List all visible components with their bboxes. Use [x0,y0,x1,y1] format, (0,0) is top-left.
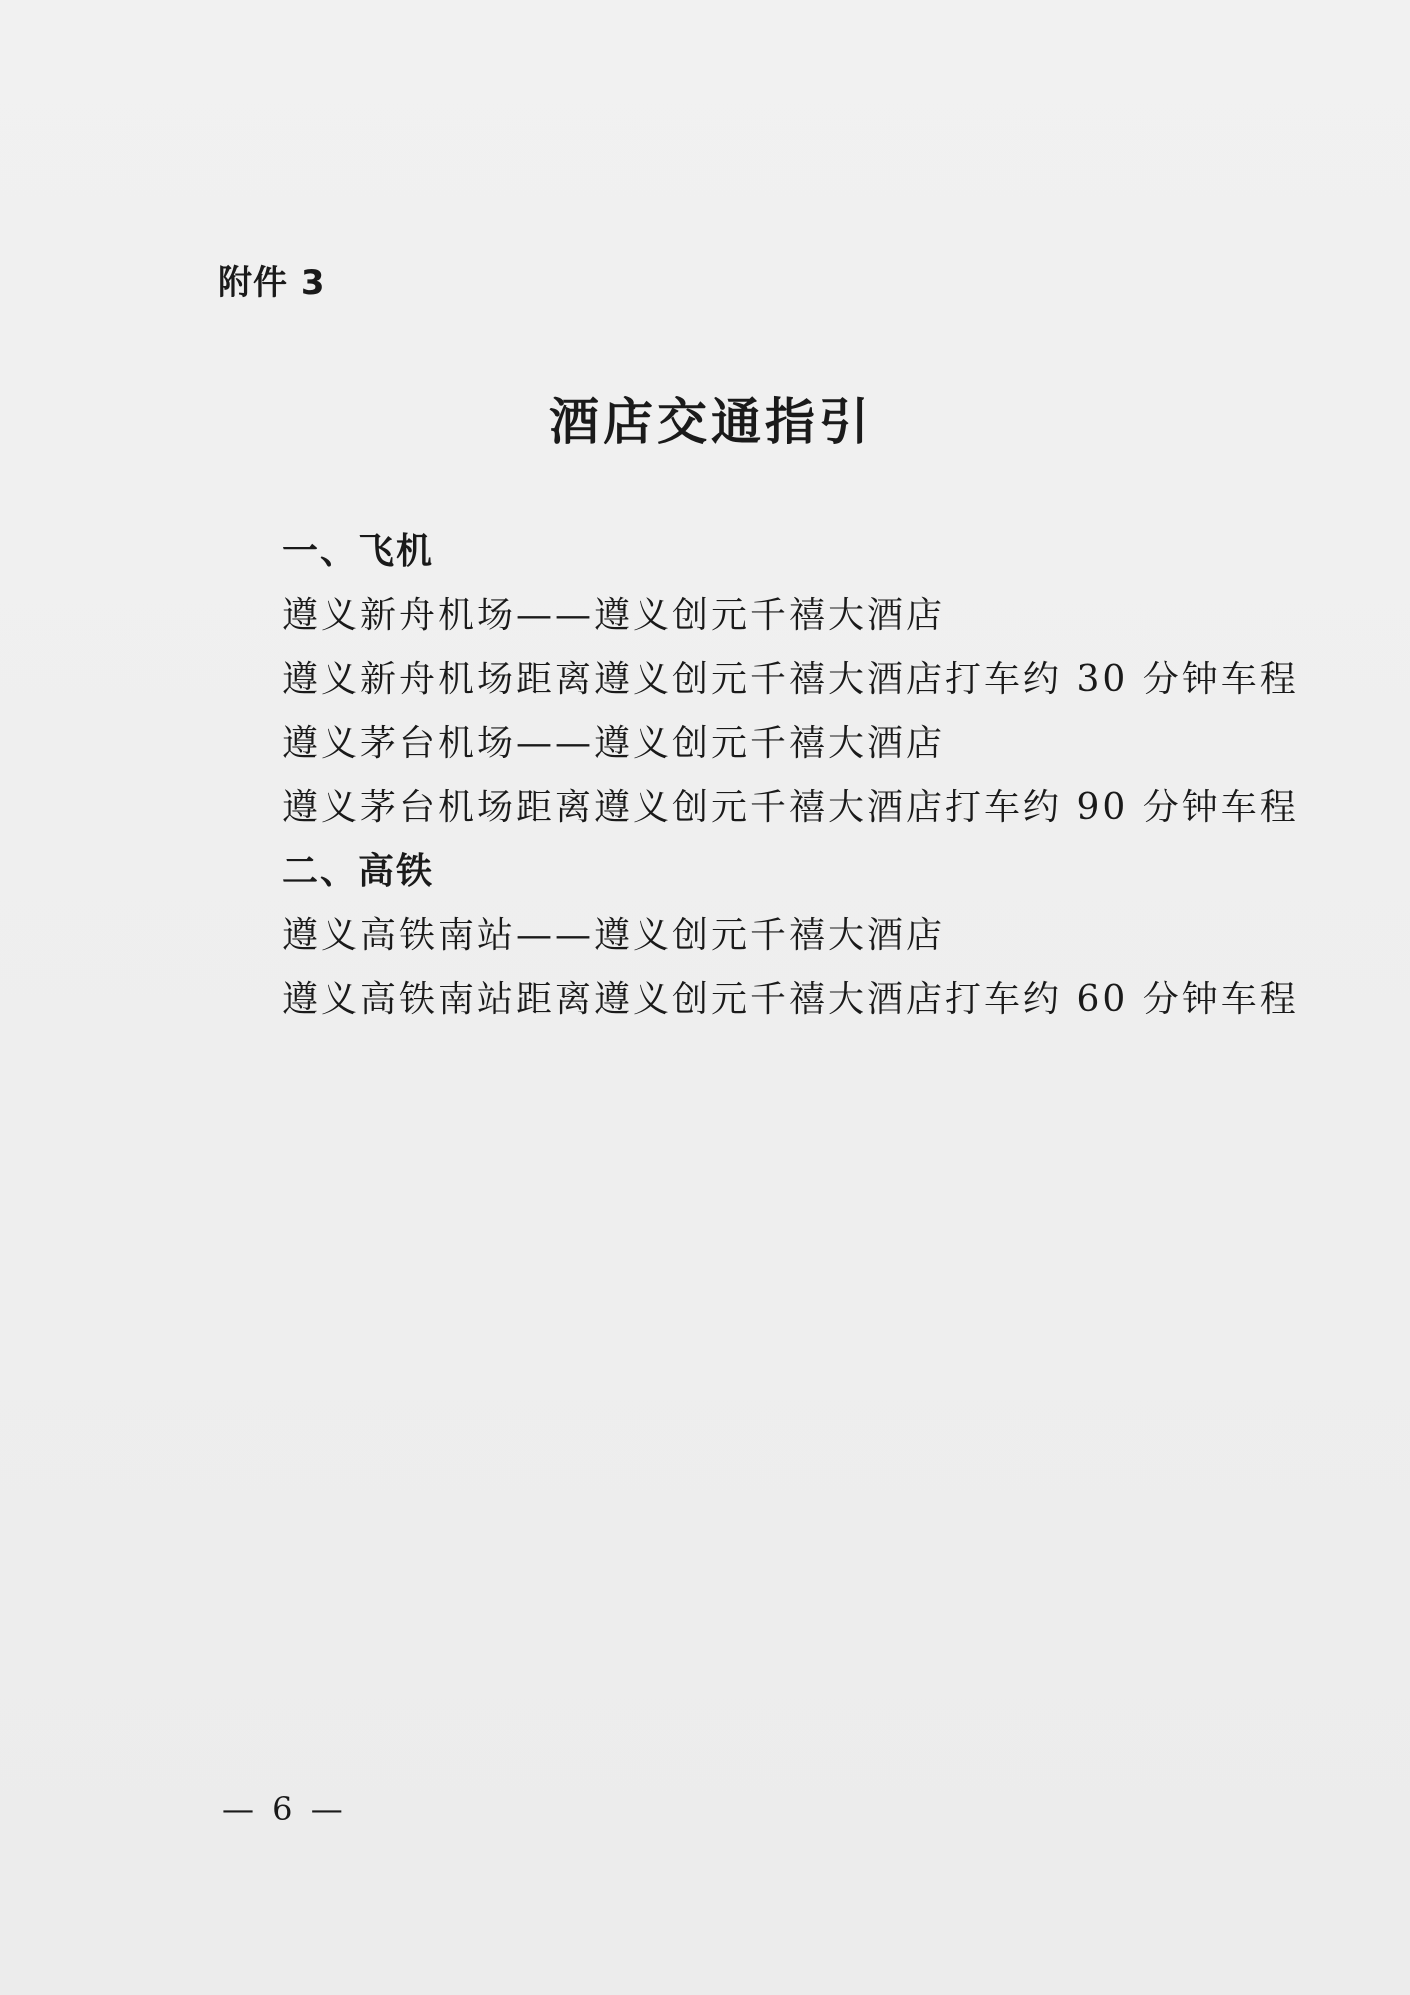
route-time-line: 遵义茅台机场距离遵义创元千禧大酒店打车约 90 分钟车程 [282,787,1299,828]
route-line: 遵义茅台机场——遵义创元千禧大酒店 [282,723,946,764]
section-heading-airplane: 一、飞机 [282,531,435,572]
attachment-label: 附件 3 [218,263,326,303]
route-line: 遵义高铁南站——遵义创元千禧大酒店 [282,915,946,956]
section-heading-high-speed-rail: 二、高铁 [282,851,435,892]
document-title: 酒店交通指引 [549,392,873,451]
section-high-speed-rail [282,840,1342,1032]
document-body [282,520,1342,1032]
section-airplane [282,520,1342,840]
page-number: — 6 — [222,1790,347,1828]
route-line: 遵义新舟机场——遵义创元千禧大酒店 [282,595,946,636]
route-time-line: 遵义高铁南站距离遵义创元千禧大酒店打车约 60 分钟车程 [282,979,1299,1020]
route-time-line: 遵义新舟机场距离遵义创元千禧大酒店打车约 30 分钟车程 [282,659,1299,700]
